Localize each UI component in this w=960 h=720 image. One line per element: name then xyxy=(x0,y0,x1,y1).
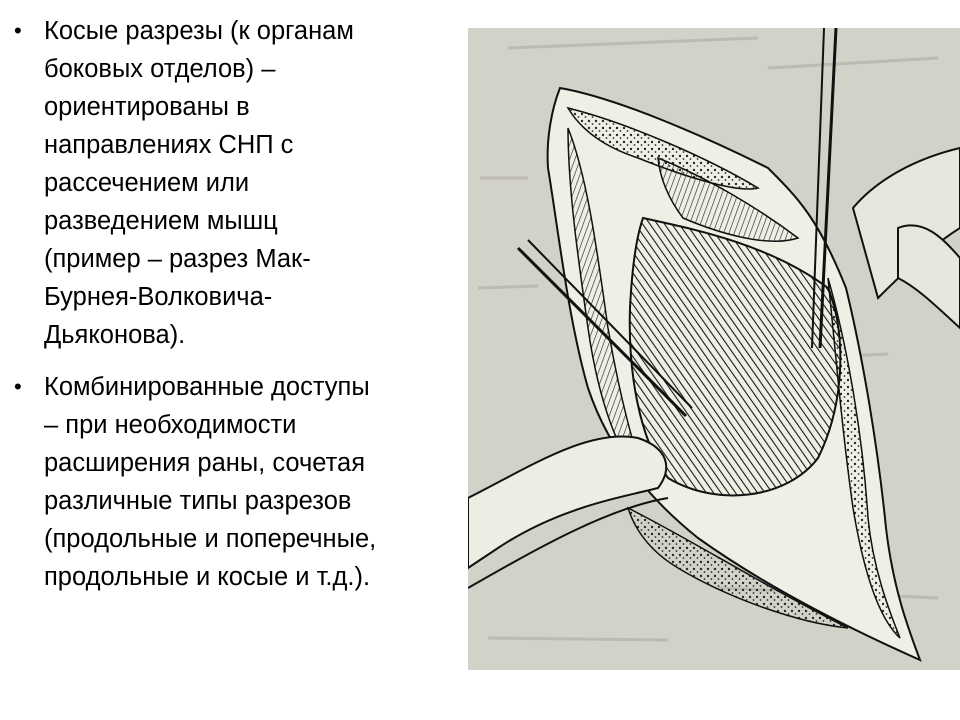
surgical-incision-illustration xyxy=(468,28,960,670)
bullet-item-oblique-incisions xyxy=(14,12,466,354)
illustration-svg xyxy=(468,28,960,670)
bullet-marker: • xyxy=(14,18,22,43)
bullet-text: Комбинированные доступы – при необходимости расширения раны, сочетая различные типы разрезов (продольные и поперечные, продольные и косые и т.д.). xyxy=(44,373,377,591)
bullet-text: Косые разрезы (к органам боковых отделов) – ориентированы в направлениях СНП с рассечением или разведением мышц (пример – разрез Мак- Бурнея-Волковича- Дьяконова). xyxy=(44,17,354,349)
bullet-list xyxy=(14,12,466,596)
text-area xyxy=(14,12,466,610)
bullet-item-combined-approaches xyxy=(14,368,466,596)
bullet-marker: • xyxy=(14,374,22,399)
